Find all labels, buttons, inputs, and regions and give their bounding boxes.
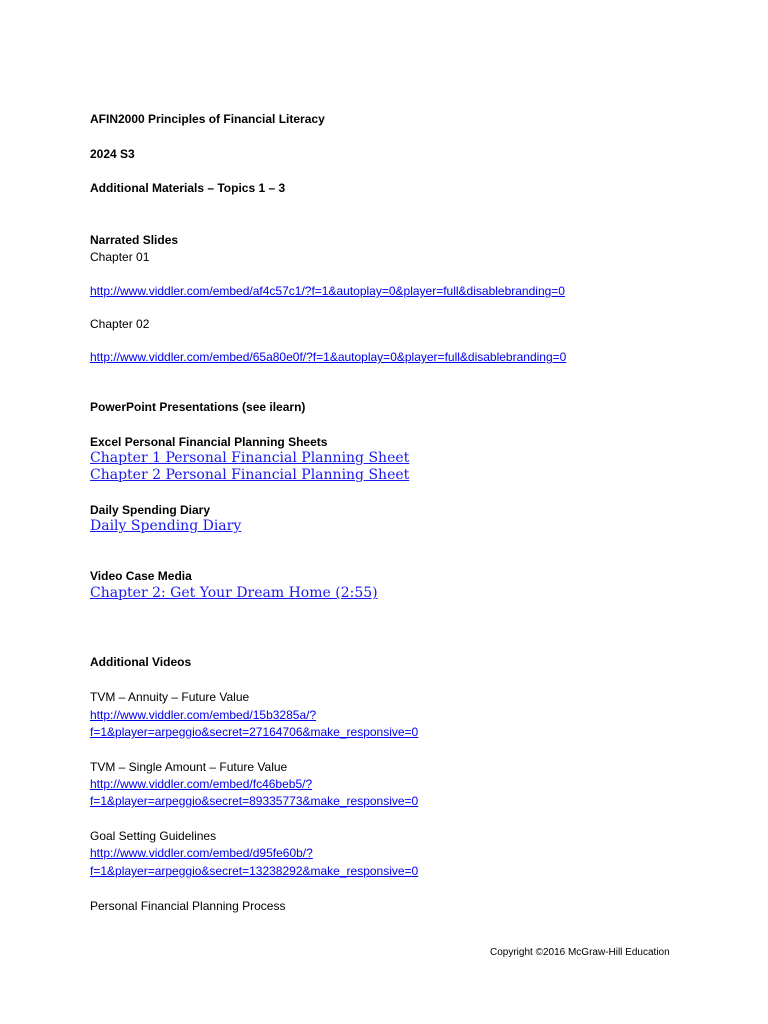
term-label: 2024 S3 bbox=[90, 147, 135, 161]
narrated-slides-heading: Narrated Slides bbox=[90, 233, 179, 247]
video-item-label: TVM – Single Amount – Future Value bbox=[90, 760, 288, 774]
video-item-link-part1[interactable]: http://www.viddler.com/embed/fc46beb5/? bbox=[90, 777, 313, 791]
video-item-label: Goal Setting Guidelines bbox=[90, 829, 217, 843]
materials-heading: Additional Materials – Topics 1 – 3 bbox=[90, 181, 286, 195]
planning-process-label: Personal Financial Planning Process bbox=[90, 899, 286, 913]
copyright-footer: Copyright ©2016 McGraw-Hill Education bbox=[490, 947, 670, 958]
video-item-link-part1[interactable]: http://www.viddler.com/embed/15b3285a/? bbox=[90, 708, 317, 722]
excel-chapter2-link[interactable]: Chapter 2 Personal Financial Planning Sheet bbox=[90, 467, 410, 483]
chapter02-label: Chapter 02 bbox=[90, 317, 150, 331]
diary-link[interactable]: Daily Spending Diary bbox=[90, 518, 242, 534]
video-item-label: TVM – Annuity – Future Value bbox=[90, 690, 250, 704]
video-item-link-part2[interactable]: f=1&player=arpeggio&secret=89335773&make_responsive=0 bbox=[90, 794, 419, 808]
chapter01-link[interactable]: http://www.viddler.com/embed/af4c57c1/?f=1&autoplay=0&player=full&disablebranding=0 bbox=[90, 284, 565, 298]
excel-chapter1-link[interactable]: Chapter 1 Personal Financial Planning Sheet bbox=[90, 450, 410, 466]
powerpoint-heading: PowerPoint Presentations (see ilearn) bbox=[90, 400, 306, 414]
video-item-link-part2[interactable]: f=1&player=arpeggio&secret=13238292&make_responsive=0 bbox=[90, 864, 419, 878]
chapter01-label: Chapter 01 bbox=[90, 250, 150, 264]
additional-videos-heading: Additional Videos bbox=[90, 655, 192, 669]
video-item-link-part1[interactable]: http://www.viddler.com/embed/d95fe60b/? bbox=[90, 846, 313, 860]
video-item-link-part2[interactable]: f=1&player=arpeggio&secret=27164706&make_responsive=0 bbox=[90, 725, 419, 739]
excel-heading: Excel Personal Financial Planning Sheets bbox=[90, 435, 328, 449]
chapter02-link[interactable]: http://www.viddler.com/embed/65a80e0f/?f=1&autoplay=0&player=full&disablebranding=0 bbox=[90, 350, 567, 364]
diary-heading: Daily Spending Diary bbox=[90, 503, 211, 517]
video-case-heading: Video Case Media bbox=[90, 569, 192, 583]
course-title: AFIN2000 Principles of Financial Literacy bbox=[90, 112, 325, 126]
video-case-link[interactable]: Chapter 2: Get Your Dream Home (2:55) bbox=[90, 585, 378, 601]
